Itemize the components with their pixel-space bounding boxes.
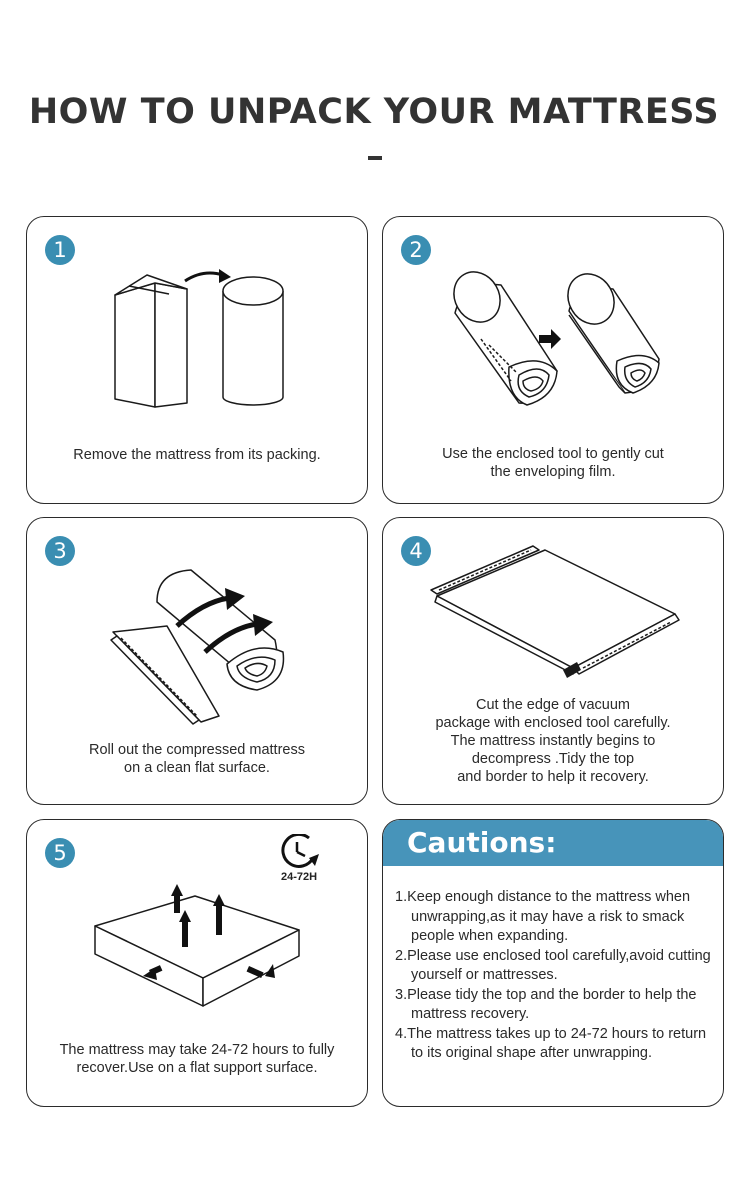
step-card-5 <box>26 819 368 1107</box>
step-number-badge: 5 <box>45 838 75 868</box>
step-number-badge: 2 <box>401 235 431 265</box>
clock-icon <box>279 834 321 870</box>
box-to-roll-illustration <box>107 267 287 423</box>
cut-film-illustration <box>439 263 669 423</box>
caution-item: 1.Keep enough distance to the mattress when unwrapping,as it may have a risk to smack people when expanding. <box>395 889 691 944</box>
title-divider <box>368 156 382 160</box>
step-card-1 <box>26 216 368 504</box>
step-card-4 <box>382 517 724 805</box>
cautions-list <box>395 888 715 1064</box>
step-number-badge: 3 <box>45 536 75 566</box>
cautions-card <box>382 819 724 1107</box>
step-caption: Remove the mattress from its packing. <box>73 447 321 463</box>
cautions-header <box>383 820 723 866</box>
expanding-mattress-illustration <box>87 880 307 1010</box>
step-number-badge: 1 <box>45 235 75 265</box>
step-card-2 <box>382 216 724 504</box>
caution-item: 2.Please use enclosed tool carefully,avoid cutting yourself or mattresses. <box>395 947 711 983</box>
step-caption: Use the enclosed tool to gently cut the enveloping film. <box>442 446 664 480</box>
cautions-title: Cautions: <box>407 826 557 859</box>
page-title: HOW TO UNPACK YOUR MATTRESS <box>28 92 720 132</box>
cut-vacuum-edge-illustration <box>423 540 693 678</box>
unroll-illustration <box>107 556 307 726</box>
caution-item: 3.Please tidy the top and the border to help the mattress recovery. <box>395 986 697 1022</box>
step-caption: Roll out the compressed mattress on a clean flat surface. <box>89 742 305 776</box>
caution-item: 4.The mattress takes up to 24-72 hours to return to its original shape after unwrapping. <box>395 1025 707 1061</box>
duration-badge: 24-72H <box>281 871 318 883</box>
step-caption: Cut the edge of vacuum package with enclosed tool carefully. The mattress instantly begins to decompress .Tidy the top and border to help it recovery. <box>435 697 671 785</box>
step-caption: The mattress may take 24-72 hours to fully recover.Use on a flat support surface. <box>59 1042 335 1076</box>
step-number-badge: 4 <box>401 536 431 566</box>
step-card-3 <box>26 517 368 805</box>
